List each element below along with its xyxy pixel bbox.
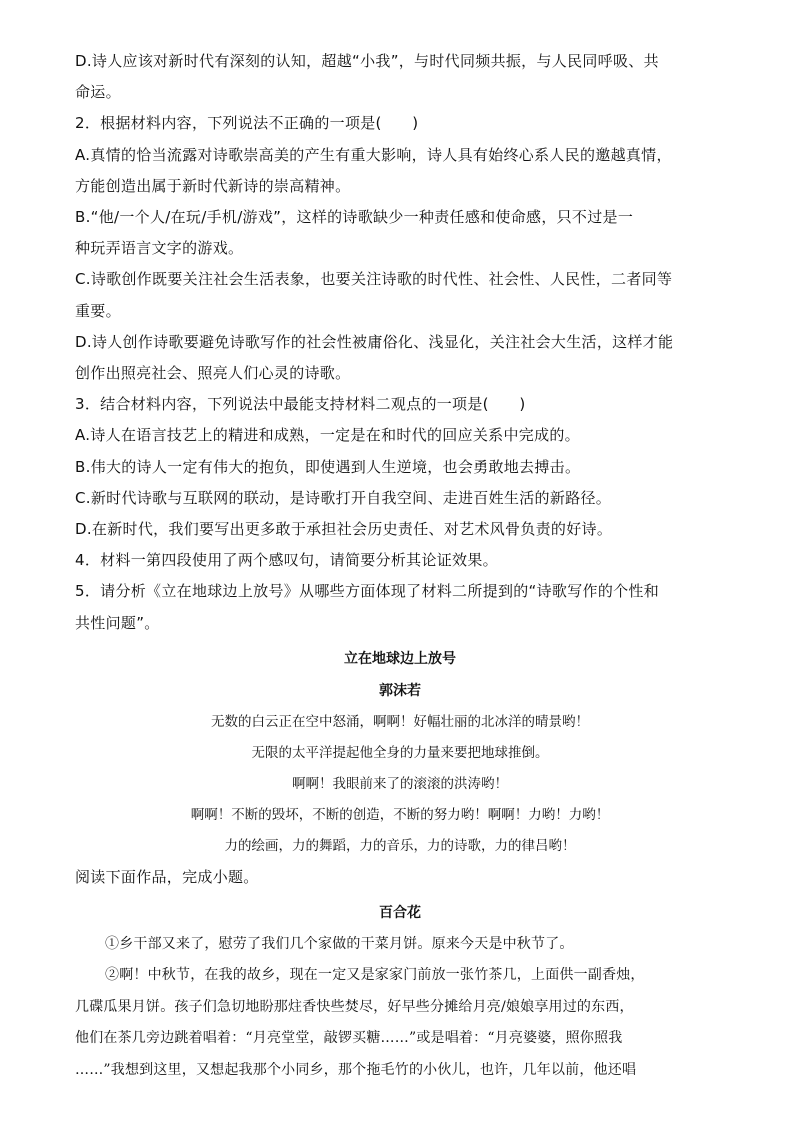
story-paragraph-1: ①乡干部又来了，慰劳了我们几个家做的干菜月饼。原来今天是中秋节了。 xyxy=(105,936,574,953)
q2-option-a-line-2: 方能创造出属于新时代新诗的崇高精神。 xyxy=(75,176,351,195)
q1-option-d-line-1: D.诗人应该对新时代有深刻的认知，超越“小我”，与时代同频共振，与人民同呼吸、共 xyxy=(75,52,659,70)
story-paragraph-2-line-4: ……”我想到这里，又想起我那个小同乡，那个拖毛竹的小伙儿，也许，几年以前，他还唱 xyxy=(75,1061,637,1078)
q3-option-c: C.新时代诗歌与互联网的联动，是诗歌打开自我空间、走进百姓生活的新路径。 xyxy=(75,488,612,507)
q2-stem: 2．根据材料内容，下列说法不正确的一项是( ) xyxy=(75,114,419,133)
q2-option-a-line-1: A.真情的恰当流露对诗歌崇高美的产生有重大影响，诗人具有始终心系人民的邀越真情， xyxy=(75,145,672,164)
story-title: 百合花 xyxy=(379,905,421,922)
poem-line: 力的绘画，力的舞蹈，力的音乐，力的诗歌，力的律吕哟！ xyxy=(224,837,576,854)
q2-option-c-line-2: 重要。 xyxy=(75,301,121,320)
q4-stem: 4．材料一第四段使用了两个感叹句，请简要分析其论证效果。 xyxy=(75,551,498,570)
q3-stem: 3．结合材料内容，下列说法中最能支持材料二观点的一项是( ) xyxy=(75,395,526,414)
reading-instruction: 阅读下面作品，完成小题。 xyxy=(75,867,259,886)
q3-option-b: B.伟大的诗人一定有伟大的抱负，即使遇到人生逆境，也会勇敢地去搏击。 xyxy=(75,457,581,476)
poem-author: 郭沫若 xyxy=(379,682,421,699)
poem-line: 啊啊！不断的毁坏，不断的创造，不断的努力哟！啊啊！力哟！力哟！ xyxy=(190,806,610,823)
poem-line: 啊啊！我眼前来了的滚滚的洪涛哟！ xyxy=(292,775,508,792)
q2-option-d-line-2: 创作出照亮社会、照亮人们心灵的诗歌。 xyxy=(75,364,351,383)
story-paragraph-2-line-1: ②啊！中秋节，在我的故乡，现在一定又是家家门前放一张竹茶几，上面供一副香烛， xyxy=(105,967,645,984)
q3-option-a: A.诗人在语言技艺上的精进和成熟，一定是在和时代的回应关系中完成的。 xyxy=(75,426,580,445)
poem-line: 无限的太平洋提起他全身的力量来要把地球推倒。 xyxy=(251,744,549,761)
story-paragraph-2-line-3: 他们在茶几旁边跳着唱着：“月亮堂堂，敲锣买糖……”或是唱着：“月亮婆婆，照你照我 xyxy=(75,1030,623,1047)
document-page xyxy=(75,46,725,1086)
q5-stem-line-2: 共性问题”。 xyxy=(75,613,160,632)
q3-option-d: D.在新时代，我们要写出更多敢于承担社会历史责任、对艺术风骨负责的好诗。 xyxy=(75,520,613,539)
q5-stem-line-1: 5．请分析《立在地球边上放号》从哪些方面体现了材料二所提到的“诗歌写作的个性和 xyxy=(75,582,660,601)
poem-title: 立在地球边上放号 xyxy=(344,650,456,667)
poem-line: 无数的白云正在空中怒涌，啊啊！好幅壮丽的北冰洋的晴景哟！ xyxy=(211,713,589,730)
q2-option-c-line-1: C.诗歌创作既要关注社会生活表象，也要关注诗歌的时代性、社会性、人民性，二者同等 xyxy=(75,270,673,289)
q2-option-b-line-2: 种玩弄语言文字的游戏。 xyxy=(75,239,244,258)
q2-option-d-line-1: D.诗人创作诗歌要避免诗歌写作的社会性被庸俗化、浅显化，关注社会大生活，这样才能 xyxy=(75,332,674,351)
q1-option-d-line-2: 命运。 xyxy=(75,83,121,102)
story-paragraph-2-line-2: 几碟瓜果月饼。孩子们急切地盼那炷香快些焚尽，好早些分摊给月亮/娘娘享用过的东西， xyxy=(75,998,634,1015)
q2-option-b-line-1: B.“他/一个人/在玩/手机/游戏”，这样的诗歌缺少一种责任感和使命感，只不过是一 xyxy=(75,208,634,227)
